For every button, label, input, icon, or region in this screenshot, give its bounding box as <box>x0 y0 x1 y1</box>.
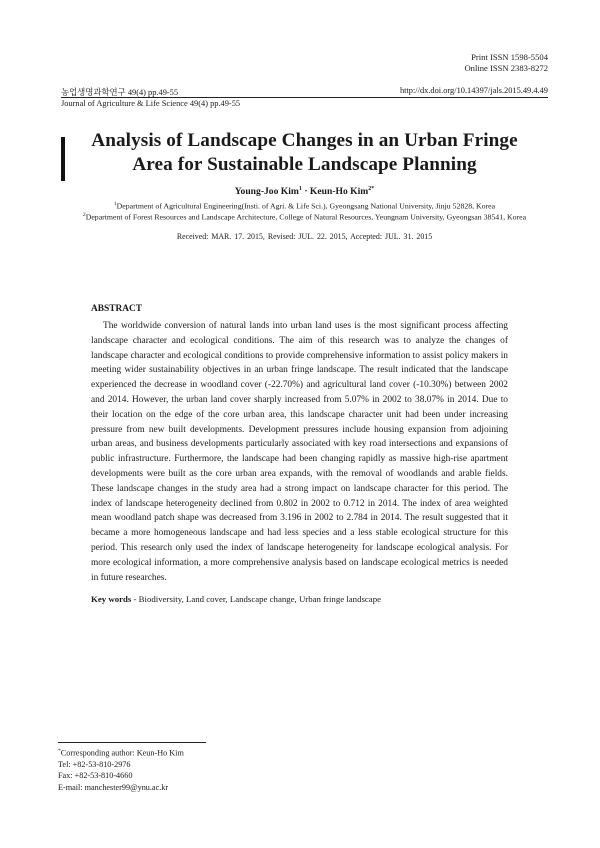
paper-title <box>61 129 548 177</box>
journal-english: Journal of Agriculture & Life Science 49(4) pp.49-55 <box>61 99 241 108</box>
abstract-body: The worldwide conversion of natural lands into urban land uses is the most significant process affecting landscape character and ecological conditions. The aim of this research was to analyze the changes of landscape character and ecological conditions to provide comprehensive information to assist policy makers in meeting wider sustainability objectives in an urban fringe landscape. The result indicated that the landscape experienced the decrease in woodland cover (-22.70%) and agricultural land cover (-10.30%) between 2002 and 2014. However, the urban land cover sharply increased from 5.07% in 2002 to 38.07% in 2014. Due to their location on the edge of the core urban area, this landscape character unit had been under increasing pressure from new built developments. Development pressures include housing expansion from adjoining urban areas, and business developments particularly associated with key road intersections and expansions of public infrastructure. Furthermore, the landscape had been changing rapidly as massive high-rise apartment developments were built as the core urban area expands, with the removal of woodlands and arable fields. These landscape changes in the study area had a strong impact on landscape character for this period. The index of landscape heterogeneity declined from 0.802 in 2002 to 0.712 in 2014. The index of area weighted mean woodland patch shape was decreased from 3.196 in 2002 to 2.784 in 2014. The result suggested that it became a more homogeneous landscape and had less species and a less stable ecological structure for this period. This research only used the index of landscape heterogeneity for landscape ecological analysis. For more ecological information, a more comprehensive analysis based on landscape ecological metrics is needed in future researches. <box>91 321 508 583</box>
affiliation-1-text: Department of Agricultural Engineering(Insti. of Agri. & Life Sci.), Gyeongsang National University, Jinju 52828, Korea <box>116 201 496 211</box>
issn-print: Print ISSN 1598-5504 <box>471 52 548 62</box>
issn-block <box>464 52 548 74</box>
footnote-rule <box>58 742 206 743</box>
author-line <box>61 186 548 197</box>
affiliation-1-sup: 1 <box>113 201 117 207</box>
footnote <box>58 746 184 793</box>
issn-online: Online ISSN 2383-8272 <box>464 63 548 73</box>
corresponding-author <box>58 746 184 759</box>
keywords <box>91 594 508 604</box>
keywords-text: - Biodiversity, Land cover, Landscape change, Urban fringe landscape <box>131 594 382 604</box>
abstract-heading: ABSTRACT <box>91 304 143 314</box>
affiliation-2 <box>58 212 551 222</box>
header-rule <box>61 97 548 98</box>
keywords-label: Key words <box>91 594 132 604</box>
footnote-sup: * <box>58 748 61 754</box>
title-line-1: Analysis of Landscape Changes in an Urban Fringe <box>91 130 518 151</box>
affiliation-2-text: Department of Forest Resources and Landscape Architecture, College of Natural Resources, Yeungnam University, Gyeongsan 38541, Korea <box>85 212 527 222</box>
received-dates: Received: MAR. 17. 2015, Revised: JUL. 22. 2015, Accepted: JUL. 31. 2015 <box>176 232 433 241</box>
footnote-fax: Fax: +82-53-810-4660 <box>58 771 133 781</box>
corresponding-text: Corresponding author: Keun-Ho Kim <box>60 748 184 758</box>
affiliation-2-sup: 2 <box>82 212 86 218</box>
author-1: Young-Joo Kim <box>234 186 299 198</box>
author-separator: · <box>301 186 310 198</box>
journal-korean: 농업생명과학연구 49(4) pp.49-55 <box>61 88 179 97</box>
title-line-2: Area for Sustainable Landscape Planning <box>132 154 477 175</box>
footnote-tel: Tel: +82-53-810-2976 <box>58 760 131 770</box>
author-1-sup: 1 <box>298 186 302 192</box>
author-2: Keun-Ho Kim <box>309 186 369 198</box>
doi-link[interactable]: http://dx.doi.org/10.14397/jals.2015.49.4.49 <box>399 86 548 95</box>
author-2-sup: 2* <box>368 186 375 192</box>
footnote-email[interactable]: E-mail: manchester99@ynu.ac.kr <box>58 782 169 792</box>
affiliation-1 <box>58 201 551 211</box>
